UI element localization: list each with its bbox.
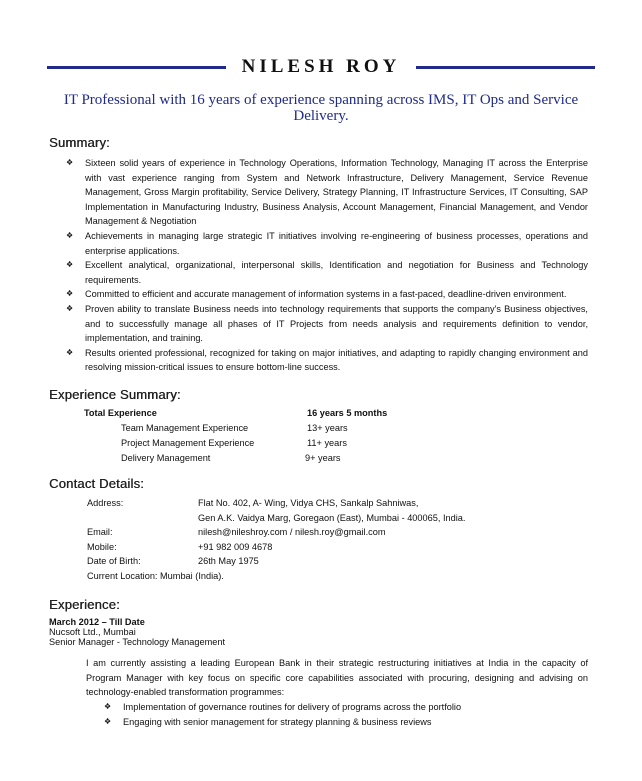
header-rule-right (416, 66, 595, 69)
row-value: 11+ years (307, 438, 347, 448)
table-row (84, 453, 464, 467)
list-item: ❖ Sixteen solid years of experience in Technology Operations, Information Technology, Managing IT across the Enterprise with vast experience ranging from System and Network Infrastructure, Delivery Management, Service Revenue Management, Gross Margin profitability, Service Delivery, Strategy Planning, IT Infrastructure Services, IT Consulting, SAP Implementation in Manufacturing Industry, Business Analysis, Account Management, Financial Management, and Vendor Management & Negotiation (66, 158, 588, 227)
table-row (84, 408, 464, 422)
job-description: I am currently assisting a leading European Bank in their strategic restructuring initiatives at India in the capacity of Program Manager with key focus on specific core capabilities associated with procuring, designing and advising on technology-enabled transformation programmes: (86, 658, 588, 698)
contact-location (87, 571, 567, 585)
table-row (84, 423, 464, 437)
job-bullets (104, 700, 574, 730)
row-value: 13+ years (307, 423, 348, 433)
address-line-1: Flat No. 402, A- Wing, Vidya CHS, Sankalp Sahniwas, (198, 498, 419, 508)
experience-heading: Experience: (49, 597, 120, 612)
dob-label: Date of Birth: (87, 556, 141, 566)
summary-heading: Summary: (49, 135, 110, 150)
header-rule-left (47, 66, 226, 69)
list-item: ❖ Excellent analytical, organizational, interpersonal skills, Identification and negotiation for Business and Technology requirements. (66, 260, 588, 285)
diamond-bullet-icon: ❖ (66, 158, 74, 167)
row-label: Delivery Management (121, 453, 211, 463)
list-item: ❖ Proven ability to translate Business needs into technology requirements that supports the company's Business objectives, and to successfully manage all phases of IT Projects from needs analysis and requirements definition to vendor, implementation, and training. (66, 303, 588, 344)
mobile-value: +91 982 009 4678 (198, 542, 273, 552)
contact-dob (87, 556, 567, 570)
mobile-label: Mobile: (87, 542, 117, 552)
diamond-bullet-icon: ❖ (104, 717, 112, 726)
list-item: ❖ Results oriented professional, recognized for taking on major initiatives, and adapting to rapidly changing environment and resolving mission-critical issues to ensure bottom-line success. (66, 347, 588, 373)
address-line-2: Gen A.K. Vaidya Marg, Goregaon (East), Mumbai - 400065, India. (198, 513, 466, 523)
candidate-name: NILESH ROY (241, 56, 401, 77)
list-item: ❖ Committed to efficient and accurate management of information systems in a fast-paced, deadline-driven environment. (66, 287, 588, 302)
diamond-bullet-icon: ❖ (66, 230, 74, 240)
email-label: Email: (87, 527, 113, 537)
row-value: 16 years 5 months (307, 408, 388, 418)
list-item: ❖ Achievements in managing large strategic IT initiatives involving re-engineering of business processes, operations and enterprise applications. (66, 230, 588, 256)
row-label: Project Management Experience (121, 438, 255, 448)
summary-list (66, 156, 588, 375)
diamond-bullet-icon: ❖ (66, 303, 74, 313)
list-item: ❖ Engaging with senior management for strategy planning & business reviews (104, 715, 574, 730)
table-row (84, 438, 464, 452)
diamond-bullet-icon: ❖ (66, 347, 74, 357)
diamond-bullet-icon: ❖ (66, 260, 74, 270)
diamond-bullet-icon: ❖ (104, 702, 112, 711)
tagline: IT Professional with 16 years of experience spanning across IMS, IT Ops and Service Delivery. (63, 92, 579, 124)
address-label: Address: (87, 498, 124, 508)
row-label: Total Experience (84, 408, 157, 418)
email-value: nilesh@nileshroy.com / nilesh.roy@gmail.com (198, 527, 386, 537)
job-role: Senior Manager - Technology Management (49, 637, 226, 647)
experience-summary-heading: Experience Summary: (49, 387, 181, 402)
contact-address (87, 498, 567, 512)
list-item: ❖ Implementation of governance routines for delivery of programs across the portfolio (104, 700, 574, 715)
current-location: Current Location: Mumbai (India). (87, 571, 224, 581)
job-company: Nucsoft Ltd., Mumbai (49, 627, 136, 637)
contact-email (87, 527, 567, 541)
header (47, 52, 595, 82)
row-label: Team Management Experience (121, 423, 249, 433)
row-value: 9+ years (305, 453, 341, 463)
job-period: March 2012 – Till Date (49, 617, 145, 627)
contact-address-2 (87, 513, 567, 527)
dob-value: 26th May 1975 (198, 556, 259, 566)
contact-heading: Contact Details: (49, 476, 144, 491)
diamond-bullet-icon: ❖ (66, 289, 74, 299)
contact-mobile (87, 542, 567, 556)
